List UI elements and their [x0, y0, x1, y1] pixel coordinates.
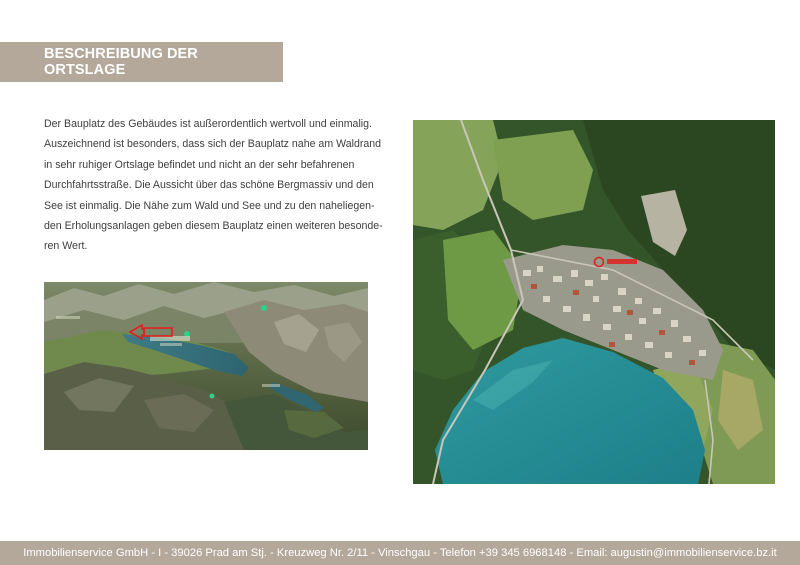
aerial-valley-photo — [44, 282, 368, 450]
description-line: Durchfahrtsstraße. Die Aussicht über das schöne Bergmassiv und den — [44, 179, 374, 192]
footer-bar — [0, 541, 800, 565]
footer-contact-text: Immobilienservice GmbH - I - 39026 Prad am Stj. - Kreuzweg Nr. 2/11 - Vinschgau - Telefon +39 345 6968148 - Email: augustin@immobilienservice.bz.it — [23, 547, 777, 559]
description-line: Auszeichnend ist besonders, dass sich der Bauplatz nahe am Waldrand — [44, 138, 382, 151]
section-title-banner — [0, 42, 283, 82]
description-line: Der Bauplatz des Gebäudes ist außerordentlich wertvoll und einmalig. — [44, 118, 372, 130]
description-line: in sehr ruhiger Ortslage befindet und nicht an der sehr befahrenen — [44, 158, 355, 171]
description-line: See ist einmalig. Die Nähe zum Wald und See und zu den naheliegen- — [44, 199, 375, 212]
description-paragraph — [44, 114, 384, 257]
description-line: den Erholungsanlagen geben diesem Bauplatz einen weiteren besonde- — [44, 220, 383, 233]
description-line: ren Wert. — [44, 240, 88, 253]
section-title: BESCHREIBUNG DER ORTSLAGE — [44, 46, 198, 78]
aerial-village-photo — [413, 120, 775, 484]
valley-illustration — [44, 282, 368, 450]
village-illustration — [413, 120, 775, 484]
